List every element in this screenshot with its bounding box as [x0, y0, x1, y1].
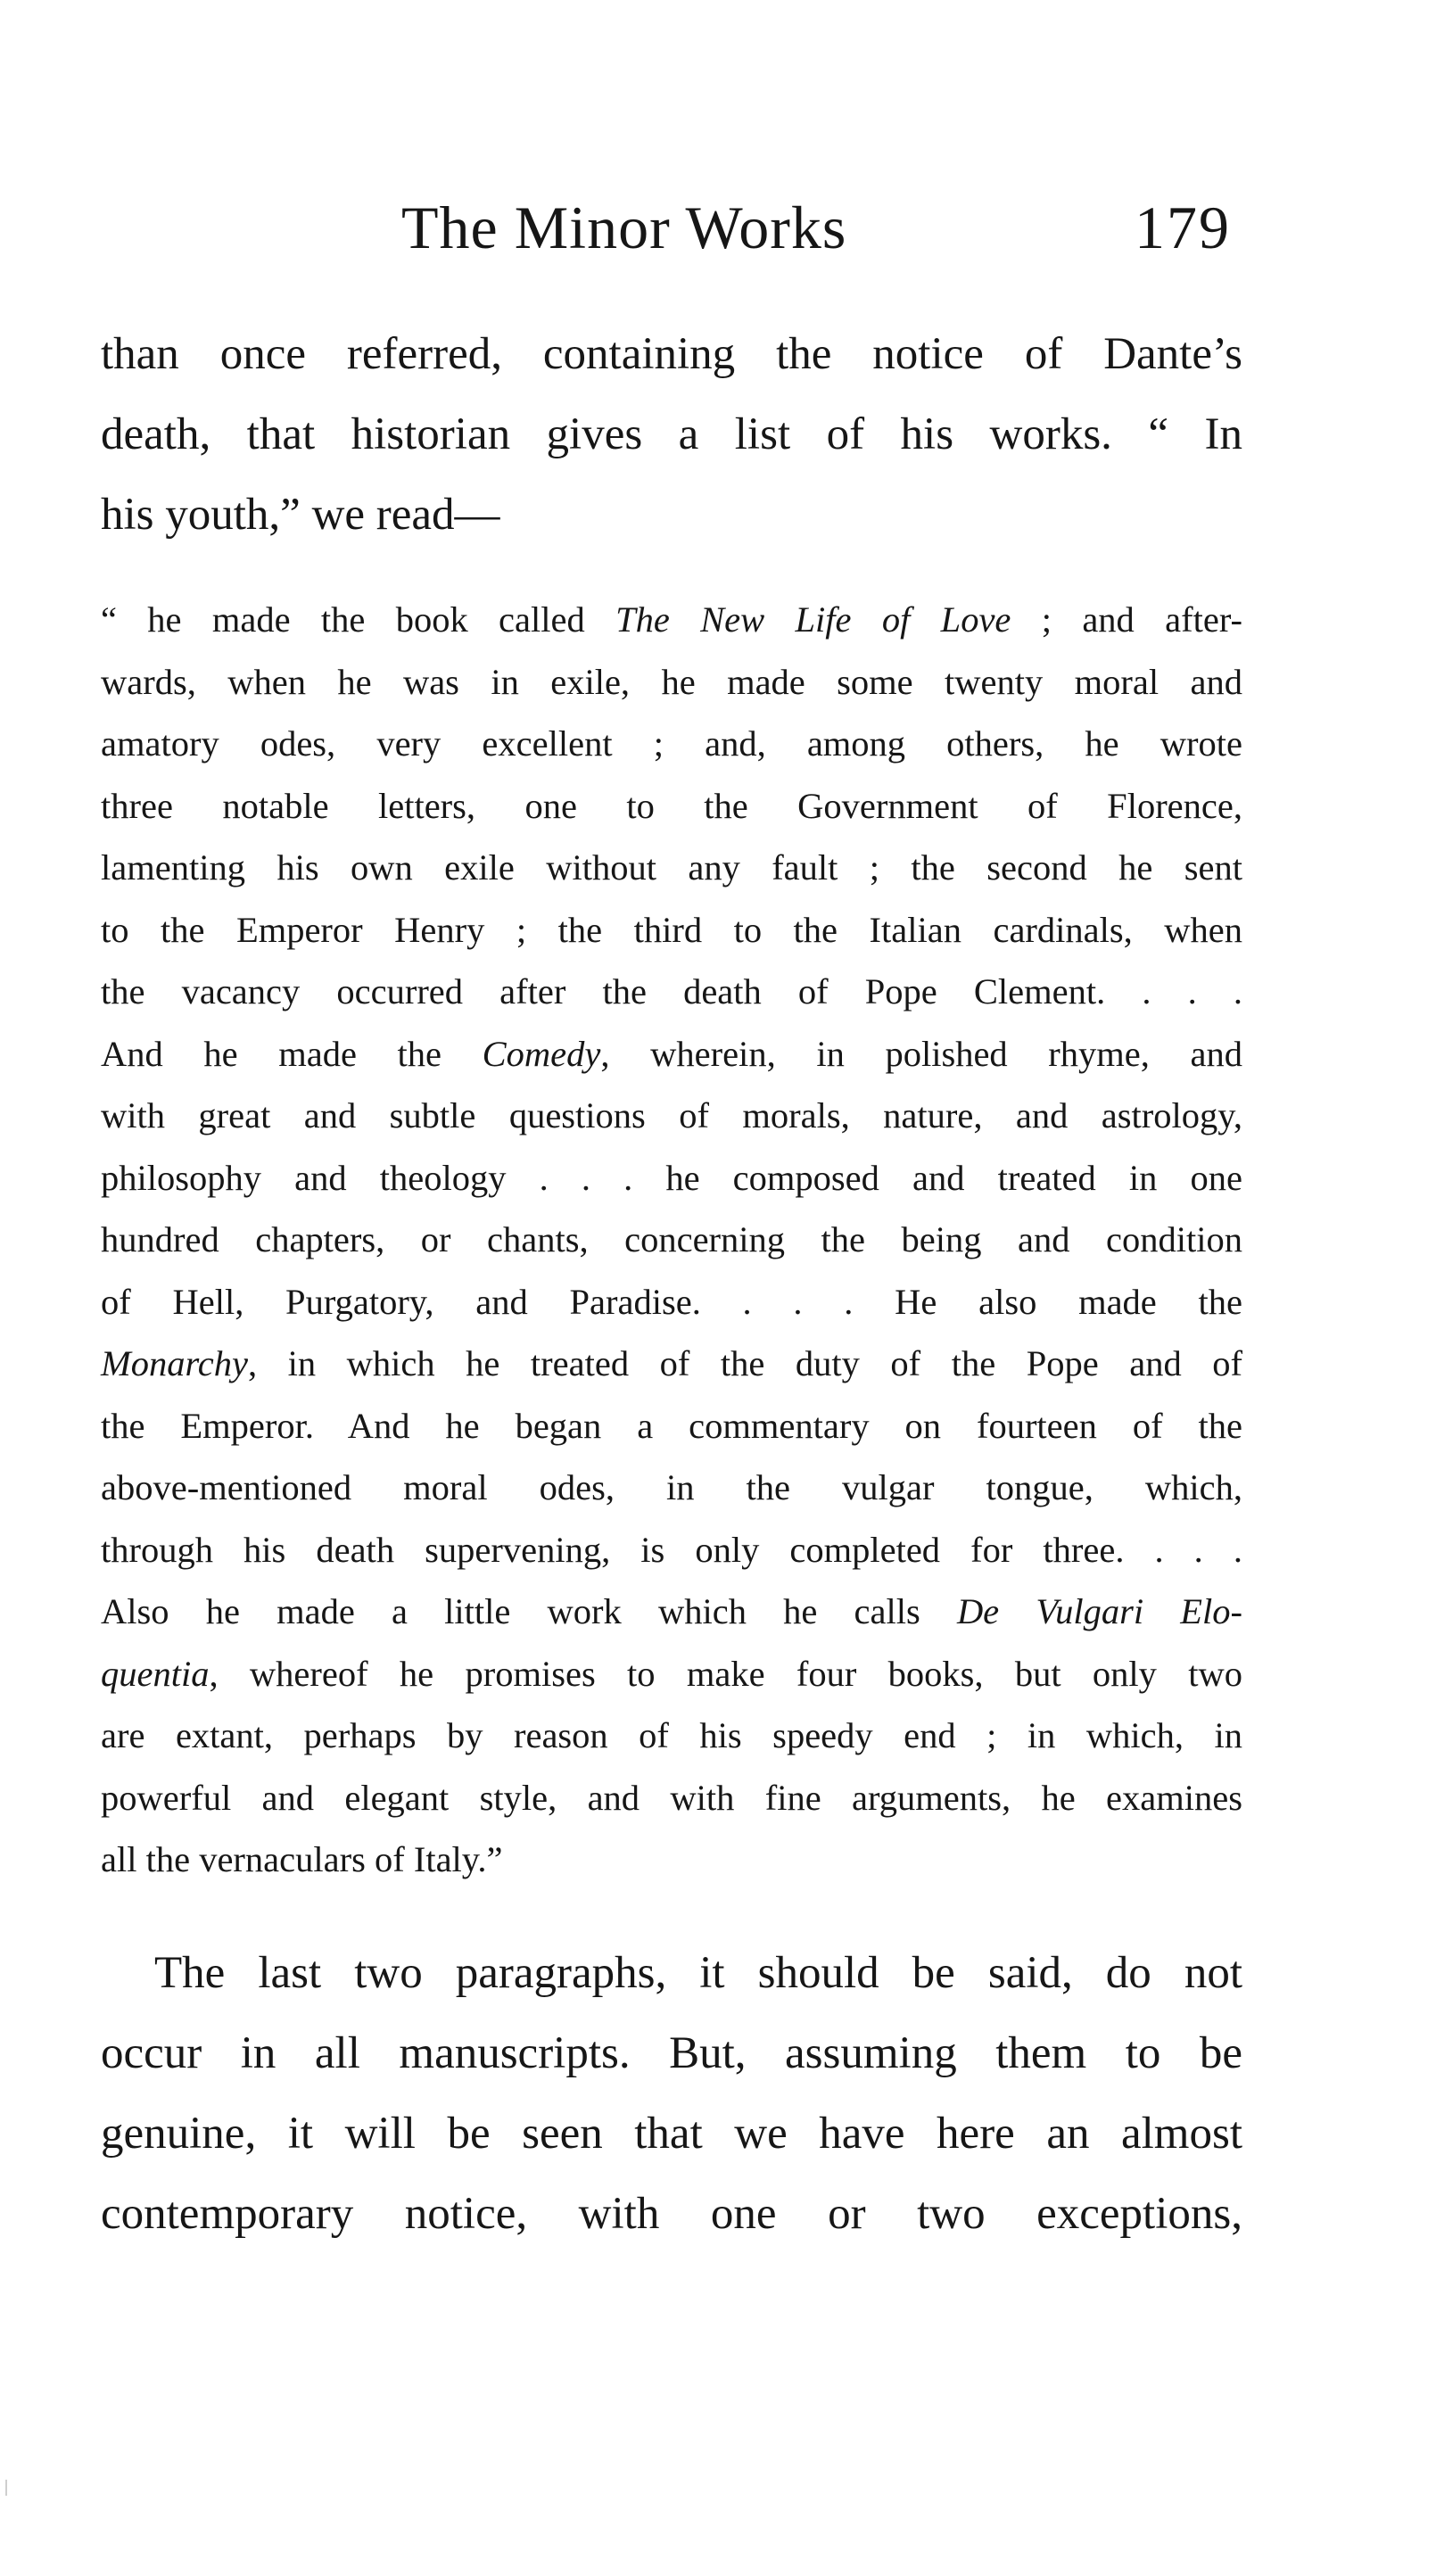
quote-line: powerful and elegant style, and with fine arguments, he examines — [101, 1777, 1242, 1818]
quote-line: amatory odes, very excellent ; and, among others, he wrote — [101, 723, 1242, 764]
quote-text: And he made the — [101, 1033, 483, 1074]
quote-line: to the Emperor Henry ; the third to the Italian cardinals, when — [101, 909, 1242, 950]
quote-line — [101, 1643, 1242, 1705]
quote-text: , whereof he promises to make four books, but only two — [209, 1653, 1242, 1694]
quote-line: with great and subtle questions of morals, nature, and astrology, — [101, 1095, 1242, 1135]
quote-text: , wherein, in polished rhyme, and — [600, 1033, 1242, 1074]
italic-title: Monarchy — [101, 1343, 248, 1383]
text-line: than once referred, containing the notice of Dante’s — [101, 329, 1242, 379]
quote-line — [101, 1333, 1242, 1395]
quote-line — [101, 1581, 1242, 1643]
text-line: genuine, it will be seen that we have here an almost — [101, 2109, 1242, 2159]
quote-text: Also he made a little work which he calls — [101, 1591, 957, 1631]
text-line: contemporary notice, with one or two exceptions, — [101, 2189, 1242, 2239]
running-title: The Minor Works — [401, 194, 847, 261]
text-line: his youth,” we read— — [101, 490, 500, 540]
quote-line: are extant, perhaps by reason of his speedy end ; in which, in — [101, 1715, 1242, 1755]
quote-text: ; and after- — [1011, 599, 1242, 640]
opening-paragraph — [101, 314, 1242, 555]
quote-line — [101, 1023, 1242, 1086]
quote-line: wards, when he was in exile, he made some twenty moral and — [101, 661, 1242, 702]
text-line: occur in all manuscripts. But, assuming them to be — [101, 2028, 1242, 2078]
italic-title: Comedy — [482, 1033, 601, 1074]
page-header — [401, 187, 1249, 268]
italic-title: quentia — [101, 1653, 210, 1694]
italic-title: The New Life of Love — [615, 599, 1011, 640]
quote-line: lamenting his own exile without any fault ; the second he sent — [101, 847, 1242, 888]
quote-line: above-mentioned moral odes, in the vulgar tongue, which, — [101, 1467, 1242, 1507]
block-quote — [101, 589, 1242, 1891]
quote-text: , in which he treated of the duty of the Pope and of — [247, 1343, 1242, 1383]
page-number: 179 — [1135, 194, 1231, 261]
quote-line: all the vernaculars of Italy.” — [101, 1839, 503, 1879]
italic-title: De Vulgari Elo- — [956, 1591, 1242, 1631]
quote-line: through his death supervening, is only completed for three. . . . — [101, 1529, 1242, 1570]
quote-line: philosophy and theology . . . he composed and treated in one — [101, 1157, 1242, 1198]
quote-line: of Hell, Purgatory, and Paradise. . . . He also made the — [101, 1281, 1242, 1322]
quote-text: “ he made the book called — [101, 599, 616, 640]
scan-artifact — [5, 2480, 7, 2496]
text-line: The last two paragraphs, it should be said, do not — [154, 1948, 1242, 1998]
closing-paragraph — [101, 1933, 1242, 2254]
text-line: death, that historian gives a list of his works. “ In — [101, 409, 1242, 459]
quote-line — [101, 589, 1242, 651]
quote-line: the vacancy occurred after the death of Pope Clement. . . . — [101, 971, 1242, 1011]
quote-line: hundred chapters, or chants, concerning the being and condition — [101, 1219, 1242, 1259]
quote-line: the Emperor. And he began a commentary on fourteen of the — [101, 1405, 1242, 1446]
quote-line: three notable letters, one to the Government of Florence, — [101, 785, 1242, 826]
